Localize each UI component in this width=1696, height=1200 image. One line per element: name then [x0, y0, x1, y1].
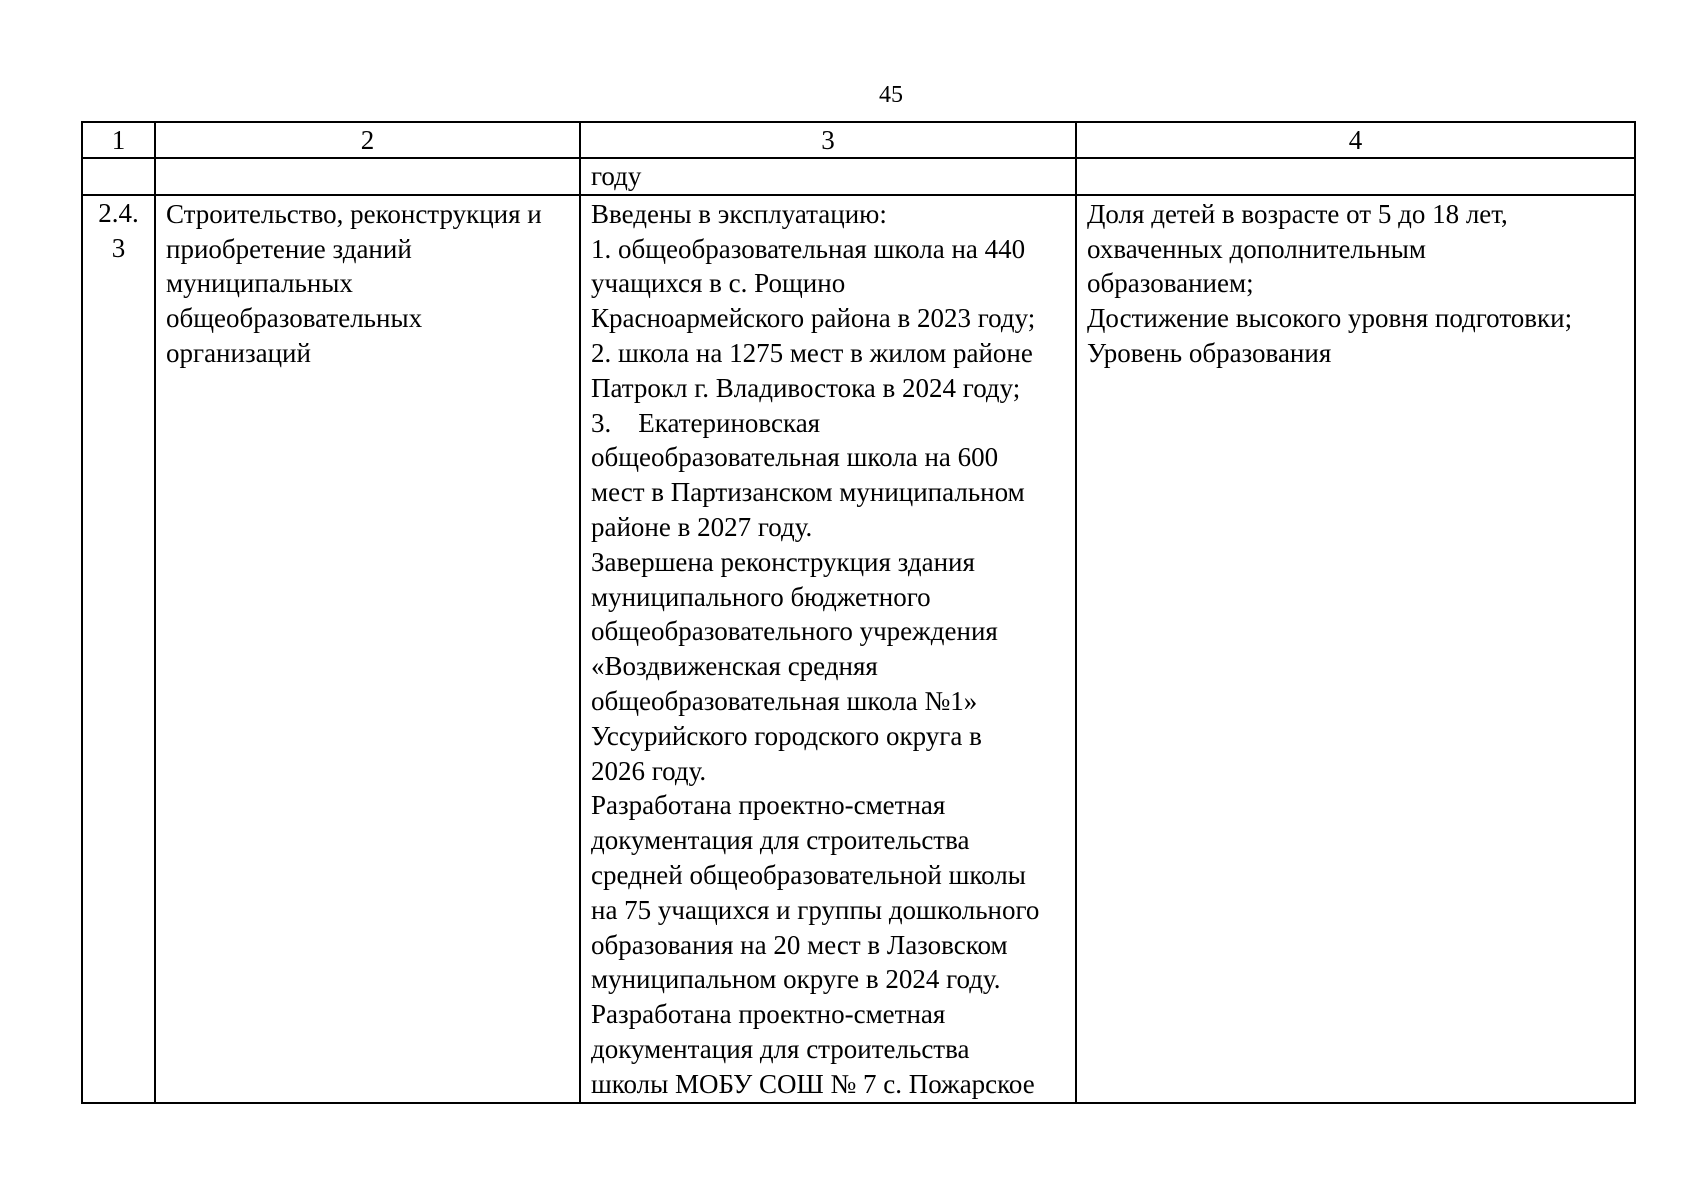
- result-line: муниципального бюджетного: [591, 581, 931, 612]
- indicator-line: Уровень образования: [1087, 337, 1332, 368]
- result-line: Завершена реконструкция здания: [591, 546, 975, 577]
- column-number-1: 1: [82, 122, 155, 158]
- result-line: школы МОБУ СОШ № 7 с. Пожарское: [591, 1068, 1035, 1099]
- row-number-line: 2.4.: [98, 197, 139, 228]
- result-line: Разработана проектно-сметная: [591, 790, 946, 821]
- indicator-line: охваченных дополнительным: [1087, 233, 1426, 264]
- column-number-2: 2: [155, 122, 580, 158]
- result-line: 3. Екатериновская: [591, 407, 821, 438]
- result-line: общеобразовательная школа №1»: [591, 685, 978, 716]
- indicator-line: образованием;: [1087, 268, 1254, 299]
- result-line: учащихся в с. Рощино: [591, 268, 846, 299]
- column-number-row: [82, 122, 1635, 158]
- indicator-cell: [1076, 195, 1635, 1103]
- activity-name-line: общеобразовательных: [166, 303, 423, 334]
- result-line: Уссурийского городского округа в: [591, 720, 982, 751]
- result-line: 2. школа на 1275 мест в жилом районе: [591, 337, 1033, 368]
- result-line: Красноармейского района в 2023 году;: [591, 303, 1036, 334]
- indicator-line: Достижение высокого уровня подготовки;: [1087, 303, 1573, 334]
- result-line: районе в 2027 году.: [591, 511, 813, 542]
- result-line: общеобразовательная школа на 600: [591, 442, 999, 473]
- activity-name-line: Строительство, реконструкция и: [166, 198, 542, 229]
- result-line: документация для строительства: [591, 825, 970, 856]
- result-line: мест в Партизанском муниципальном: [591, 477, 1025, 508]
- row-number-line: 3: [111, 232, 126, 263]
- continuation-cell-4: [1076, 158, 1635, 195]
- activity-name-line: муниципальных: [166, 268, 353, 299]
- program-table: [81, 121, 1636, 1104]
- activity-name-line: приобретение зданий: [166, 233, 412, 264]
- result-line: 2026 году.: [591, 755, 707, 786]
- continuation-cell-3: году: [580, 158, 1076, 195]
- row-number-cell: [82, 195, 155, 1103]
- result-line: Патрокл г. Владивостока в 2024 году;: [591, 372, 1021, 403]
- result-line: на 75 учащихся и группы дошкольного: [591, 894, 1040, 925]
- continuation-row: [82, 158, 1635, 195]
- activity-name-line: организаций: [166, 337, 311, 368]
- activity-name-cell: [155, 195, 580, 1103]
- continuation-cell-2: [155, 158, 580, 195]
- result-line: Введены в эксплуатацию:: [591, 198, 887, 229]
- result-line: 1. общеобразовательная школа на 440: [591, 233, 1026, 264]
- result-line: муниципальном округе в 2024 году.: [591, 964, 1001, 995]
- result-line: документация для строительства: [591, 1033, 970, 1064]
- result-line: общеобразовательного учреждения: [591, 616, 998, 647]
- column-number-4: 4: [1076, 122, 1635, 158]
- table-row: [82, 195, 1635, 1103]
- result-line: образования на 20 мест в Лазовском: [591, 929, 1008, 960]
- expected-result-cell: [580, 195, 1076, 1103]
- column-number-3: 3: [580, 122, 1076, 158]
- continuation-cell-1: [82, 158, 155, 195]
- indicator-line: Доля детей в возрасте от 5 до 18 лет,: [1087, 198, 1508, 229]
- page-number: 45: [879, 82, 903, 108]
- result-line: «Воздвиженская средняя: [591, 651, 878, 682]
- result-line: средней общеобразовательной школы: [591, 859, 1026, 890]
- result-line: Разработана проектно-сметная: [591, 999, 946, 1030]
